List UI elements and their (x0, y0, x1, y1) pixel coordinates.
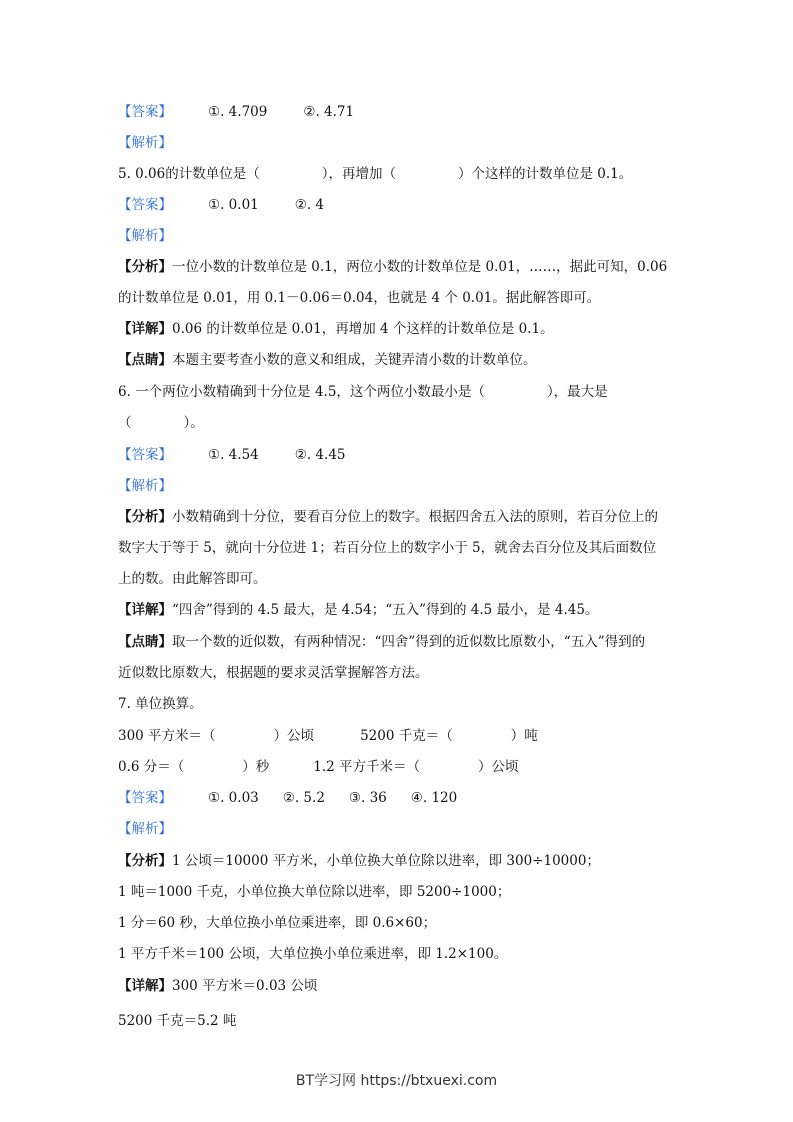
answer-tag: 【答案】 (118, 104, 172, 120)
analysis-tag: 【解析】 (118, 228, 172, 244)
q6-dianjing-line: 【点睛】取一个数的近似数，有两种情况：“四舍”得到的近似数比原数小，“五入”得到的 (118, 634, 646, 650)
answer-item: ①. 4.709 (208, 104, 268, 120)
answer-tag: 【答案】 (118, 790, 172, 806)
question-6-stem: 6. 一个两位小数精确到十分位是 4.5，这个两位小数最小是（ ），最大是 (118, 384, 608, 400)
q7-xiangjie-line: 5200 千克＝5.2 吨 (118, 1013, 237, 1029)
question-5-stem: 5. 0.06的计数单位是（ ），再增加（ ）个这样的计数单位是 0.1。 (118, 166, 633, 182)
answer-item: ②. 4.71 (303, 104, 355, 120)
q7-xiangjie-line: 【详解】300 平方米＝0.03 公顷 (118, 978, 318, 994)
dianjing-tag: 【点睛】 (118, 352, 172, 368)
xiangjie-tag: 【详解】 (118, 978, 172, 994)
q6-dianjing-line: 近似数比原数大，根据题的要求灵活掌握解答方法。 (118, 665, 429, 681)
answer-item: ②. 4 (294, 197, 325, 213)
q4-answer-row (118, 102, 354, 122)
analysis-tag: 【解析】 (118, 135, 172, 151)
q7-fenxi-line: 【分析】1 公顷＝10000 平方米，小单位换大单位除以进率，即 300÷10000； (118, 853, 600, 869)
answer-item: ①. 0.01 (208, 197, 259, 213)
answer-tag: 【答案】 (118, 447, 172, 463)
question-6-stem-cont: （ ）。 (118, 415, 204, 431)
q5-answer-row (118, 195, 324, 215)
q6-answer-row (118, 445, 346, 465)
q7-fenxi-line: 1 吨＝1000 千克，小单位换大单位除以进率，即 5200÷1000； (118, 884, 511, 900)
fenxi-tag: 【分析】 (118, 509, 172, 525)
footer-watermark: BT学习网 https://btxuexi.com (295, 1073, 498, 1089)
q5-dianjing-line: 【点睛】本题主要考查小数的意义和组成，关键弄清小数的计数单位。 (118, 352, 537, 368)
q7-row-2: 0.6 分＝（ ）秒 1.2 平方千米＝（ ）公顷 (118, 759, 519, 775)
q7-fenxi-line: 1 平方千米＝100 公顷，大单位换小单位乘进率，即 1.2×100。 (118, 946, 508, 962)
answer-item: ②. 4.45 (294, 447, 346, 463)
q7-answer-row (118, 788, 457, 808)
question-7-stem: 7. 单位换算。 (118, 696, 203, 712)
q6-fenxi-line: 【分析】小数精确到十分位，要看百分位上的数字。根据四舍五入法的原则，若百分位上的 (118, 509, 658, 525)
q6-xiangjie-line: 【详解】“四舍”得到的 4.5 最大，是 4.54；“五入”得到的 4.5 最小，是 4.45。 (118, 602, 599, 618)
answer-item: ④. 120 (410, 790, 458, 806)
q6-fenxi-line: 数字大于等于 5，就向十分位进 1；若百分位上的数字小于 5，就舍去百分位及其后面数位 (118, 540, 657, 556)
answer-item: ①. 4.54 (208, 447, 259, 463)
answer-tag: 【答案】 (118, 197, 172, 213)
q6-fenxi-line: 上的数。由此解答即可。 (118, 571, 267, 587)
analysis-tag: 【解析】 (118, 821, 172, 837)
answer-item: ②. 5.2 (282, 790, 325, 806)
fenxi-tag: 【分析】 (118, 259, 172, 275)
answer-item: ①. 0.03 (208, 790, 259, 806)
dianjing-tag: 【点睛】 (118, 634, 172, 650)
fenxi-tag: 【分析】 (118, 853, 172, 869)
q5-fenxi-line: 的计数单位是 0.01，用 0.1－0.06＝0.04，也就是 4 个 0.01。据此解答即可。 (118, 290, 601, 306)
q7-row-1: 300 平方米＝（ ）公顷 5200 千克＝（ ）吨 (118, 728, 538, 744)
xiangjie-tag: 【详解】 (118, 602, 172, 618)
q5-fenxi-line: 【分析】一位小数的计数单位是 0.1，两位小数的计数单位是 0.01，……，据此可知，0.06 (118, 259, 668, 275)
xiangjie-tag: 【详解】 (118, 321, 172, 337)
q7-fenxi-line: 1 分＝60 秒，大单位换小单位乘进率，即 0.6×60； (118, 915, 437, 931)
answer-item: ③. 36 (348, 790, 387, 806)
q5-xiangjie-line: 【详解】0.06 的计数单位是 0.01，再增加 4 个这样的计数单位是 0.1。 (118, 321, 554, 337)
analysis-tag: 【解析】 (118, 478, 172, 494)
